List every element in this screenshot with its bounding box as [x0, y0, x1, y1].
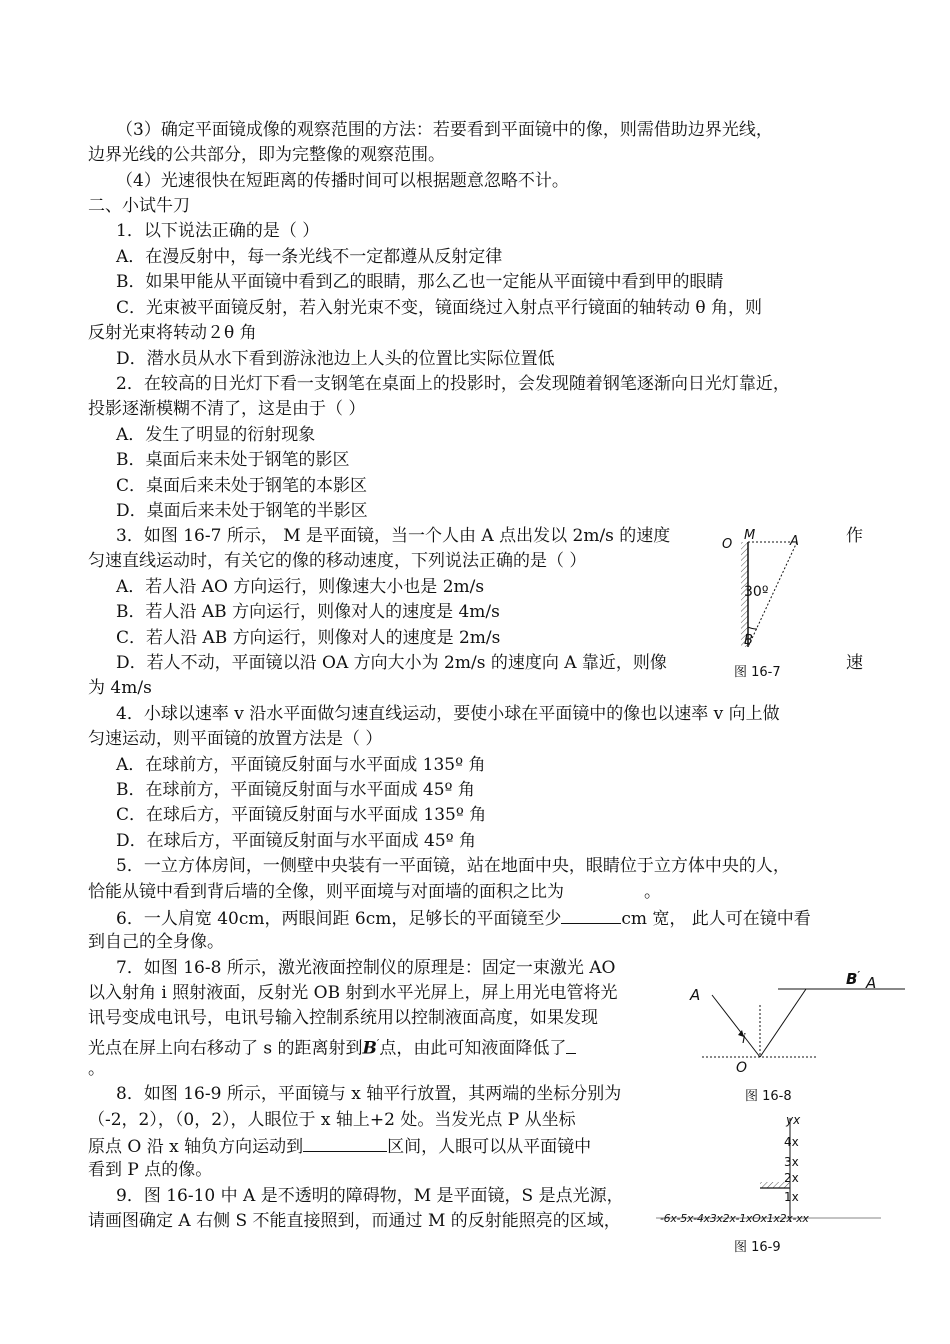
q3-option-b: B．若人沿 AB 方向运行，则像对人的速度是 4m/s — [116, 602, 500, 622]
q4-option-a: A．在球前方，平面镜反射面与水平面成 135º 角 — [116, 755, 486, 775]
q6-stem-text-a: 6．一人肩宽 40cm，两眼间距 6cm，足够长的平面镜至少 — [116, 909, 562, 929]
q2-option-a: A．发生了明显的衍射现象 — [116, 425, 316, 445]
q7-line4-text-d: 点，由此可知液面降低了 — [379, 1038, 567, 1059]
q7-blank[interactable] — [566, 1035, 576, 1054]
fig167-label-m: M — [744, 528, 756, 543]
fig168-caption: 图 16-8 — [745, 1089, 792, 1104]
q7-line4 — [88, 1032, 576, 1061]
q8-line3 — [88, 1133, 591, 1159]
q6-blank[interactable] — [561, 905, 621, 924]
q3-stem-line2: 匀速直线运动时，有关它的像的移动速度，下列说法正确的是（ ） — [88, 551, 587, 571]
q3-stem-line1: 3．如图 16-7 所示， M 是平面镜，当一个人由 A 点出发以 2m/s 的速度 — [116, 526, 671, 546]
fig167-label-a: A — [790, 534, 799, 549]
q8-line3-text-a: 原点 O 沿 x 轴负方向运动到 — [88, 1137, 304, 1157]
q4-stem-line1: 4．小球以速率 v 沿水平面做匀速直线运动，要使小球在平面镜中的像也以速率 v 向上做 — [116, 704, 780, 724]
q5-stem-line2 — [88, 880, 661, 904]
fig168-label-o: O — [736, 1060, 748, 1076]
fig168-b-text: B — [846, 970, 858, 988]
note-3-line1: （3）确定平面镜成像的观察范围的方法：若要看到平面镜中的像，则需借助边界光线， — [116, 120, 773, 140]
q8-line3-text-b: 区间，人眼可以从平面镜中 — [387, 1137, 592, 1157]
fig167-label-b: B — [744, 633, 753, 648]
fig168-label-b — [846, 970, 860, 988]
fig167-label-o: O — [722, 537, 733, 552]
fig167-angle: 30º — [744, 584, 769, 600]
q2-option-b: B．桌面后来未处于钢笔的影区 — [116, 450, 350, 470]
q1-stem: 1．以下说法正确的是（ ） — [116, 221, 320, 241]
note-4: （4）光速很快在短距离的传播时间可以根据题意忽略不计。 — [116, 171, 569, 191]
fig169-y-tick-3: 3x — [784, 1155, 799, 1169]
q6-stem-line1 — [116, 905, 811, 931]
fig169-y-tick-1: 1x — [784, 1190, 799, 1204]
incident-ray — [712, 995, 760, 1057]
q8-line1: 8．如图 16-9 所示，平面镜与 x 轴平行放置，其两端的坐标分别为 — [116, 1084, 622, 1104]
q1-option-a: A．在漫反射中，每一条光线不一定都遵从反射定律 — [116, 247, 503, 267]
fig168-b-prime: ′ — [857, 970, 861, 981]
fig167-caption: 图 16-7 — [734, 665, 781, 680]
reflected-ray — [760, 989, 806, 1057]
q8-line4: 看到 P 点的像。 — [88, 1160, 213, 1180]
q4-option-b: B．在球前方，平面镜反射面与水平面成 45º 角 — [116, 780, 475, 800]
note-3-line2: 边界光线的公共部分，即为完整像的观察范围。 — [88, 145, 445, 165]
q2-stem-line1: 2．在较高的日光灯下看一支钢笔在桌面上的投影时，会发现随着钢笔逐渐向日光灯靠近， — [116, 374, 790, 394]
q3-option-c: C．若人沿 AB 方向运行，则像对人的速度是 2m/s — [116, 628, 501, 648]
fig169-y-label: yx — [786, 1113, 801, 1127]
q1-option-c-line1: C．光束被平面镜反射，若入射光束不变，镜面绕过入射点平行镜面的轴转动 θ 角，则 — [116, 298, 763, 318]
q9-line1: 9．图 16-10 中 A 是不透明的障碍物，M 是平面镜，S 是点光源， — [116, 1186, 624, 1206]
fig168-label-i: i — [742, 1032, 746, 1047]
q7-line4-text-a: 光点在屏上向右移动了 s 的距离射到 — [88, 1038, 363, 1059]
q6-stem-line2: 到自己的全身像。 — [88, 932, 224, 952]
q8-line2: （-2，2），（0，2），人眼位于 x 轴上+2 处。当发光点 P 从坐标 — [88, 1110, 576, 1130]
q5-stem-line1: 5．一立方体房间，一侧壁中央装有一平面镜，站在地面中央，眼睛位于立方体中央的人， — [116, 856, 790, 876]
q8-blank[interactable] — [303, 1133, 387, 1152]
fig168-label-a2: A — [866, 974, 877, 992]
q5-stem-line2-text: 恰能从镜中看到背后墙的全像，则平面境与对面墙的面积之比为 — [88, 882, 564, 902]
q4-option-c: C．在球后方，平面镜反射面与水平面成 135º 角 — [116, 805, 487, 825]
q7-line2: 以入射角 i 照射液面，反射光 OB 射到水平光屏上，屏上用光电管将光 — [88, 983, 618, 1003]
q4-option-d: D．在球后方，平面镜反射面与水平面成 45º 角 — [116, 831, 477, 851]
q3-option-d-line1-tail: 速 — [846, 653, 863, 673]
q7-line1: 7．如图 16-8 所示，激光液面控制仪的原理是：固定一束激光 AO — [116, 958, 616, 978]
q1-option-d: D．潜水员从水下看到游泳池边上人头的位置比实际位置低 — [116, 349, 555, 369]
fig169-caption: 图 16-9 — [734, 1240, 781, 1255]
q6-stem-text-b: cm 宽， 此人可在镜中看 — [621, 909, 811, 929]
q4-stem-line2: 匀速运动，则平面镜的放置方法是（ ） — [88, 729, 383, 749]
q3-option-d-line1: D．若人不动，平面镜以沿 OA 方向大小为 2m/s 的速度向 A 靠近，则像 — [116, 653, 667, 673]
figure-16-8 — [700, 975, 910, 1070]
q2-option-c: C．桌面后来未处于钢笔的本影区 — [116, 476, 368, 496]
q2-stem-line2: 投影逐渐模糊不清了，这是由于（ ） — [88, 399, 366, 419]
q9-line2: 请画图确定 A 右侧 S 不能直接照到，而通过 M 的反射能照亮的区域， — [88, 1211, 621, 1231]
fig169-y-tick-2: 2x — [784, 1171, 799, 1185]
q7-line4-prime: ′ — [376, 1037, 380, 1050]
fig169-x-axis-labels: -6x-5x-4x3x2x-1xOx1x2x-xx — [660, 1212, 809, 1225]
fig169-y-tick-4: 4x — [784, 1135, 799, 1149]
fig168-label-a: A — [690, 986, 701, 1004]
figure-16-9 — [656, 1112, 891, 1227]
q3-option-a: A．若人沿 AO 方向运行，则像速大小也是 2m/s — [116, 577, 485, 597]
q5-stem-line2-end: 。 — [644, 882, 661, 902]
q3-stem-line1-tail: 作 — [846, 526, 863, 546]
q7-line3: 讯号变成电讯号，电讯号输入控制系统用以控制液面高度，如果发现 — [88, 1008, 598, 1028]
q2-option-d: D．桌面后来未处于钢笔的半影区 — [116, 501, 368, 521]
q3-option-d-line2: 为 4m/s — [88, 678, 152, 698]
q7-line5: 。 — [88, 1059, 105, 1079]
angle-arc — [748, 627, 757, 629]
section-title: 二、小试牛刀 — [88, 196, 190, 216]
q7-line4-b: B — [362, 1038, 377, 1059]
q1-option-c-line2: 反射光束将转动２θ 角 — [88, 323, 257, 343]
q1-option-b: B．如果甲能从平面镜中看到乙的眼睛，那么乙也一定能从平面镜中看到甲的眼睛 — [116, 272, 724, 292]
